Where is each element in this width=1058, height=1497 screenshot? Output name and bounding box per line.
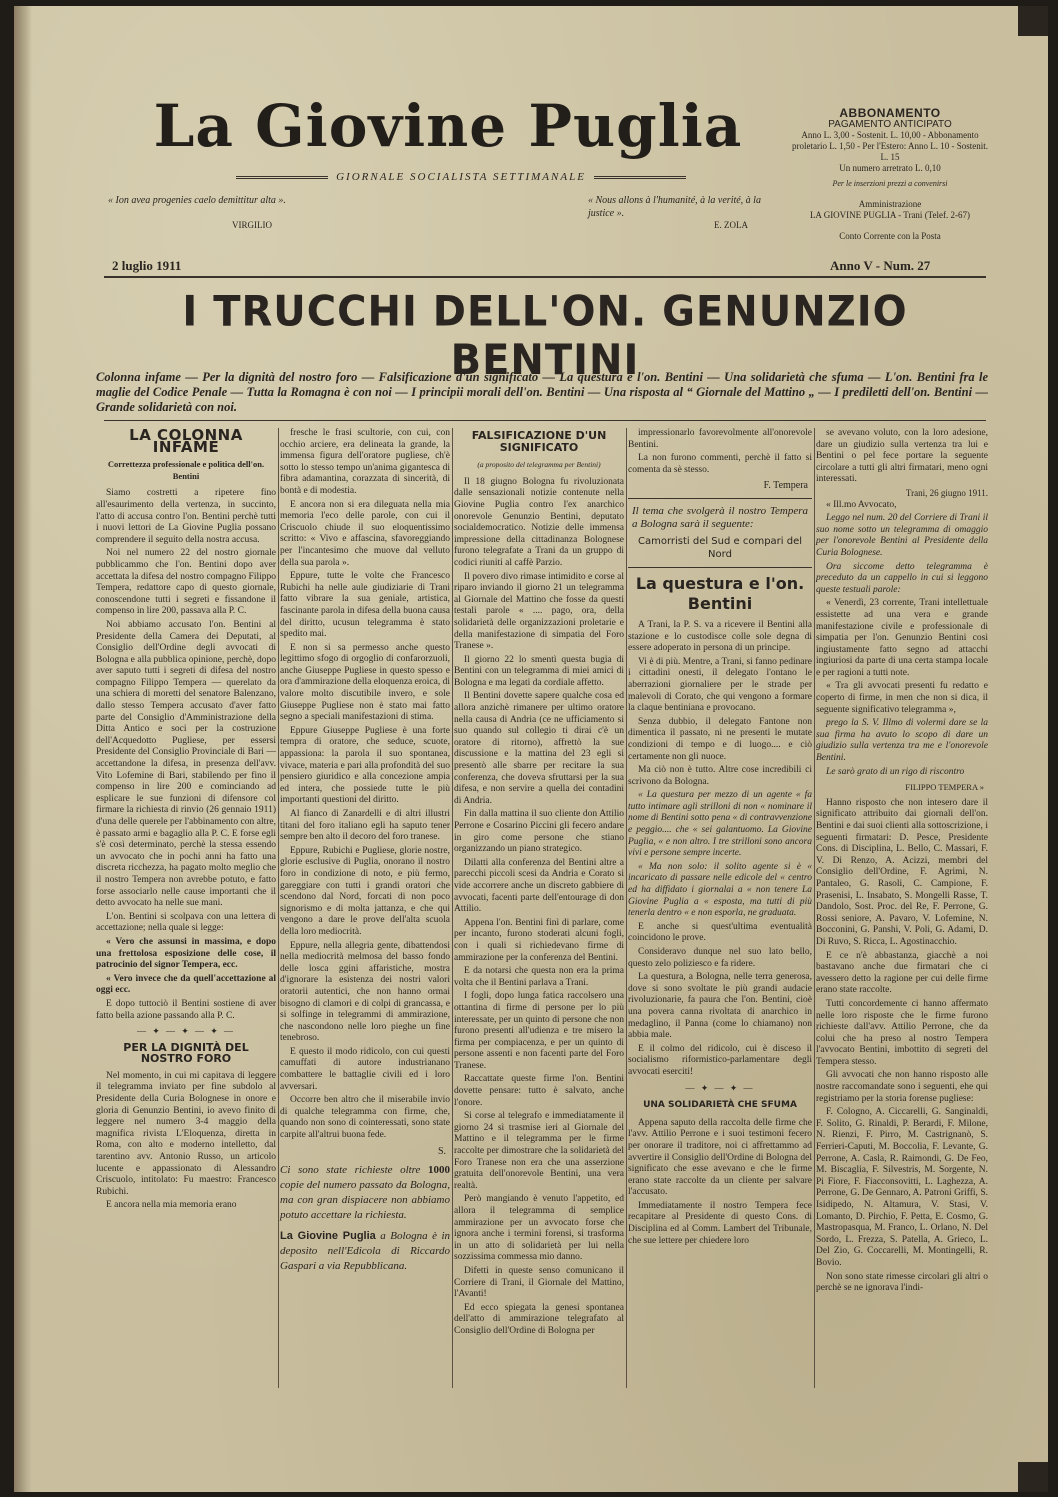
paragraph: Vi è di più. Mentre, a Trani, si fanno pedinare i cittadini onesti, il delegato l'ontano le aberrazioni giornaliere per le strade per malevoli di Corato, che qui vengono a formare la claque bentiniana e provocano. — [628, 656, 812, 714]
paragraph: « Vero invece che da quell'accettazione al oggi ecc. — [96, 973, 276, 996]
paragraph: Al fianco di Zanardelli e di altri illustri titani del foro italiano egli ha saputo tener sempre ben alto il decoro del foro tranese. — [280, 809, 450, 843]
issue-number: Anno V - Num. 27 — [830, 258, 931, 273]
paragraph: « Ill.mo Avvocato, — [826, 499, 897, 510]
paragraph: Appena l'on. Bentini finì di parlare, come per incanto, furono stoderati alcuni fogli, con i quali si richiedevano firme di ammirazione per la conferenza del Bentini. — [454, 917, 624, 963]
paragraph: prego la S. V. Illmo di volermi dare se la sua firma ha avuto lo scopo di dare un giudizio sulla vertenza tra me e l'onorevole Bentini. — [816, 718, 988, 764]
paragraph: E ancora non si era dileguata nella mia memoria l'eco delle parole, con cui il Criscuolo chiude il suo eloquentissimo scritto: « Vivo e affascina, sfavoreggiando per l'incantesimo che muove dal velluto della sua parola ». — [280, 499, 450, 568]
paragraph: Noi nel numero 22 del nostro giornale pubblicammo che l'on. Bentini dopo aver accettata la difesa del nostro compagno Filippo Tempera, redattore capo di questo giornale, conoscendone tutti i segreti e fissandone il compenso in lire 200, passava alla P. C. — [96, 548, 276, 617]
paragraph: E non si sa permesso anche questo legittimo sfogo di orgoglio di confarorzuoli, anche Giuseppe Pugliese in questo spesso e ora d'ammirazione della eloquenza eroica, di valore molto discutibile invero, e sole Giuseppe Pugliese non è stato mai fatto segno a speciali manifestazioni di stima. — [280, 642, 450, 723]
lecture-text: Il tema che svolgerà il nostro Tempera a Bologna sarà il seguente: — [632, 504, 808, 530]
paragraph: Difetti in queste senso comunicano il Corriere di Trani, il Giornale del Mattino, l'Avanti! — [454, 1265, 624, 1300]
column-2 — [280, 428, 450, 1280]
paragraph: Però mangiando è venuto l'appetito, ed allora il telegramma di semplice ammirazione per un avvocato forse che ignora anche i termini forensi, si trasforma in un atto di solidarietà per lui nella sozzissima commessa mio danno. — [454, 1194, 624, 1263]
paragraph: E anche si quest'ultima eventualità coincidono le prove. — [628, 921, 812, 944]
divider: — ✦ — ✦ — ✦ — — [136, 1026, 236, 1037]
headline: I TRUCCHI DELL'ON. GENUNZIO BENTINI — [182, 287, 908, 385]
paragraph: E il colmo del ridicolo, cui è disceso il socialismo riformistico-parlamentare degli avvocati eserciti! — [628, 1043, 812, 1077]
paragraph: La non furono commenti, perchè il fatto si comenta da sè stesso. — [628, 453, 812, 475]
paragraph: Eppure Giuseppe Pugliese è una forte tempra di oratore, che seduce, scuote, appassiona: la parola il suo spontanea, vivace, materia e pari alla profondità del suo pensiero giuridico e alla concezione ampia ed intera, che possiede tutte le più importanti questioni del diritto. — [280, 725, 450, 806]
paragraph: Occorre ben altro che il miserabile invio di qualche telegramma con firme, che, quando non sono di cointeressati, sono state carpite all'altrui buona fede. — [280, 1095, 450, 1141]
column-separator — [626, 428, 627, 1388]
paragraph: F. Cologno, A. Ciccarelli, G. Sanginaldi, F. Solito, G. Rinaldi, P. Berardi, F. Milone, N. Rienzi, F. Pirro, M. Castrignanò, S. Ferrieri-Caputi, M. Boccolia, F. Levante, G. Perrone, A. Casla, R. Raimondi, G. De Feo, M. Biscaglia, F. Silvestris, M. Sorgente, N. Pi Fiore, F. Fiacconsovitti, L. Laghezza, A. Perrone, G. De Gennaro, A. Patroni Griffi, S. Isidipedo, N. Altamura, V. Stasi, V. Lomanto, D. Pirchio, F. Petta, E. Cosmo, G. Mastropasqua, M. Franco, L. Orlano, N. Del Sordo, L. Frezza, S. Patella, A. Grieco, L. Del Zio, G. Coccarelli, M. Montingelli, R. Bovio. — [816, 1107, 988, 1268]
paragraph: Consideravo dunque nel suo lato bello, questo zelo poliziesco e fa ridere. — [628, 947, 812, 969]
notice-text: copie del numero passato da Bologna, ma con gran dispiacere non abbiamo potuto accettare la richiesta. — [280, 1179, 450, 1222]
letter-date: Trani, 26 giugno 1911. — [905, 487, 988, 498]
paragraph: A Trani, la P. S. va a ricevere il Bentini alla stazione e lo custodisce colle sole degna di essere adoperato in persona di un principe. — [628, 619, 812, 654]
column-3 — [454, 428, 624, 1340]
notice-copies — [280, 1163, 450, 1223]
paragraph: Il giorno 22 lo smentì questa bugia di Bentini con un telegramma di miei amici di Bologna e ma legati da cordiale affetto. — [454, 654, 624, 688]
notice-brand: La Giovine Puglia — [280, 1230, 376, 1243]
paragraph: Fin dalla mattina il suo cliente don Attilio Perrone e Cosarino Piccini gli fecero andare in giro come persone che stiano organizzando un piano strategico. — [454, 809, 624, 855]
paragraph: impressionarlo favorevolmente all'onorevole Bentini. — [628, 428, 812, 450]
masthead-title: La Giovine Puglia — [153, 92, 743, 160]
paragraph: Ora siccome detto telegramma è preceduto da un cappello in cui si leggono queste testuali parole: — [816, 561, 988, 595]
paragraph: Raccattate queste firme l'on. Bentini dovette pensare: tutto è salvato, anche l'onore. — [454, 1074, 624, 1108]
subscription-ads: Per le inserzioni prezzi a convenirsi — [832, 179, 948, 188]
page-fold — [14, 6, 32, 1492]
paragraph: Il 18 giugno Bologna fu rivoluzionata dalle sensazionali notizie contenute nella Giovine Puglia contro l'ex anarchico onorevole Genunzio Bentini, deputato socialdemocratico. Notizie delle immensa impressione della cittadinanza Bolognese furono telegrafate a Trani da un gruppo di codici riuniti al caffè Parzio. — [454, 476, 624, 568]
quote-left-author: VIRGILIO — [232, 220, 272, 230]
issue-date: 2 luglio 1911 — [112, 258, 182, 273]
paragraph: E questo il modo ridicolo, con cui questi camuffati di autore industrianano combattere le battaglie civili ed i loro avversari. — [280, 1046, 450, 1092]
notice-text: Ci sono state richieste oltre — [280, 1164, 421, 1177]
paragraph: Le sarò grato di un rigo di riscontro — [826, 766, 965, 777]
paragraph: Il Bentini dovette sapere qualche cosa ed allora anzichè rimanere per ultimo oratore nella causa di Andria (ce ne ufficiamento si suo quando sul collegio ti dirai c'è un oratore di ritorno), affrettò la sue discussione e la mattina del 23 egli si presentò alle sbarre per recitare la sua conferenza, che doveva sfruttarsi per la sua difesa, e non servire a quella dei contadini di Andria. — [454, 691, 624, 806]
article-deck: Correttezza professionale e politica dell'on. Bentini — [107, 459, 265, 481]
postal-account: Conto Corrente con la Posta — [839, 231, 941, 241]
paragraph: E da notarsi che questa non era la prima volta che il Bentini parlava a Trani. — [454, 966, 624, 988]
masthead-subtitle — [236, 170, 686, 184]
paragraph: Hanno risposto che non intesero dare il significato attribuito dai giornali dell'on. Bentini e dai suoi clienti alla sottoscrizione, i seguenti firmatari: D. Pesce, Presidente Cons. di Disciplina, L. Bello, C. Massari, F. V. Di Renzo, A. Acizzi, membri del Consiglio dell'Ordine, F. Agrimi, N. Pantaleo, G. Rasoli, C. Campione, F. Prasenisi, L. Insabato, S. Mongelli Rasse, T. Dandolo, Sost. Proc. del Re, F. Perrone, G. Rossi seniore, A. Pavaro, V. Lofemine, N. Bocconini, G. Panshi, V. Poli, G. Adami, D. Di Ruvo, S. Ricca, L. Agostinacchio. — [816, 797, 988, 947]
article-title: La questura e l'on. Bentini — [635, 573, 805, 613]
paragraph: Eppure, nella allegria gente, dibattendosi nella mediocrità melmosa del basso fondo delle losca ggini affaristiche, mostra d'ignorare la esistenza dei nostri valori oratorii autentici, che non hanno ormai bisogno di clamori e di colpi di grancassa, e si solfinge in telegrammi di ammirazione, che nascondono nelle loro pieghe un fine tenebroso. — [280, 940, 450, 1044]
admin-address: LA GIOVINE PUGLIA - Trani (Telef. 2-67) — [809, 210, 971, 220]
lecture-title: Camorristi del Sud e compari del Nord — [637, 535, 803, 560]
paragraph: L'on. Bentini si scolpava con una lettera di accettazione; nella quale si legge: — [96, 911, 276, 934]
column-1 — [96, 428, 276, 1214]
article-title: LA COLONNA INFAME — [129, 426, 243, 456]
paragraph: Noi abbiamo accusato l'on. Bentini al Presidente della Camera dei Deputati, al Consiglio dell'Ordine degli avvocati di Bologna e alla pubblica opinione, perchè, dopo aver saputo tutti i segreti di difesa del nostro compagno Filippo Tempera — querelato da una schiera di moretti del senatore Balenzano, dallo stesso Tempera accusato d'aver fatto parte del Consiglio d'Amministrazione della Ditta Antico e soci per la costruzione dell'Acquedotto Pugliese, per essersi Presidente del Consiglio Provinciale di Bari — accettandone la difesa, in presenza dell'avv. Vito Lofemine di Bari, stabilendo per fino il compenso in lire 200 e cominciando ad esplicare le sue funzioni di difensore col firmare la richiesta di rinvio (26 gennaio 1911) d'una delle querele per l'abbinamento con altre, è passato armi e bagaglio alla P. C. E forse egli s'è così determinato, perchè la stessa essendo un avvocato che in pochi anni ha fatto una discreta ricchezza, ha pagato molto meglio che il nostro Tempera non avrebbe potuto, e fatto forse associarlo nelle cause importanti che il detto avvocato ha nelle sue mani. — [96, 619, 276, 909]
column-separator — [278, 428, 279, 1388]
article-title: PER LA DIGNITÀ DEL NOSTRO FORO — [123, 1040, 249, 1066]
paragraph: « La questura per mezzo di un agente « fa tutto intimare agli strilloni di non « nominare il nome di Bentini sotto pena « di contravvenzione e peggio.... che « sei galantuomo. La Giovine Puglia, « e non altro. I tre strilloni sono ancora vivi e persone sempre incerte. — [628, 790, 812, 859]
notice-deposit — [280, 1229, 450, 1274]
paragraph: « Tra gli avvocati presenti fu redatto e coperto di firme, in men che non si dica, il seguente significativo telegramma », — [816, 681, 988, 715]
admin-label: Amministrazione — [858, 199, 922, 209]
column-separator — [814, 428, 815, 1388]
paragraph: Non sono state rimesse circolari gli altri o perchè se ne ignorava l'indi- — [816, 1271, 988, 1294]
paragraph: Ed ecco spiegata la genesi spontanea dell'atto di ammirazione telegrafato al Consiglio dell'Ordine di Bologna per — [454, 1302, 624, 1336]
article-deck: (a proposito del telegramma per Bentini) — [477, 460, 601, 470]
paragraph: Leggo nel num. 20 del Corriere di Trani il suo nome sotto un telegramma di omaggio per l'onorevole Bentini al Presidente della Curia Bolognese. — [816, 513, 988, 558]
paragraph: Tutti concordemente ci hanno affermato nelle loro risposte che le firme furono richieste dall'avv. Attilio Perrone, che da colui che ha preso al nostro Tempera l'avvocato Bentini, imbottito di segreti del Tempera stesso. — [816, 998, 988, 1067]
top-rule — [104, 276, 986, 278]
paragraph: « Venerdì, 23 corrente, Trani intellettuale essistette ad una vera e grande manifestazione civile e professionale di simpatia per l'on. Genunzio Bentini così ingiustamente fatto segno ad attacchi ingiuriosi da parte di una certa stampa locale e per ragioni a tutti note. — [816, 598, 988, 678]
paragraph: Gli avvocati che non hanno risposto alle nostre raccomandate sono i seguenti, ehe qui registriamo per la storia forense pugliese: — [816, 1070, 988, 1104]
subscription-rates: Anno L. 3,00 - Sostenit. L. 10,00 - Abbonamento proletario L. 1,50 - Per l'Estero: Anno L. 10 - Sostenit. L. 15 — [791, 130, 989, 162]
notice-text: a Bologna è in deposito nell'Edicola di Riccardo Gaspari a via Repubblicana. — [280, 1230, 451, 1273]
subscription-single: Un numero arretrato L. 0,10 — [839, 163, 941, 173]
signature: S. — [437, 1145, 446, 1157]
paragraph: Immediatamente il nostro Tempera fece recapitare al Presidente di questo Cons. di Disciplina ed al Comm. Lambert del Tribunale, che sue lettere per chiedere loro — [628, 1200, 812, 1246]
page-corner-bottom — [1018, 1462, 1048, 1492]
paragraph: Eppure, Rubichi e Pugliese, glorie nostre, glorie esclusive di Puglia, onorano il nostro foro in condizione di noto, e più fermo, gareggiare con tutti i grandi oratori che scendono dal Nord, forcati di non poco signorismo e di molta jattanza, e che qui vengono a dare le prove dell'alta scuola della loro mediocrità. — [280, 845, 450, 937]
signature: FILIPPO TEMPERA » — [905, 782, 984, 793]
paragraph: Si corse al telegrafo e immediatamente il giorno 24 sì trasmise ieri al Giornale del Mattino e il telegramma per le firme raccolte per dimostrare che la solidarietà del Foro Tranese non era che una asserzione gratuita dell'onorevole Bentini, una vera realtà. — [454, 1111, 624, 1191]
paragraph: Dilatti alla conferenza del Bentini altre a parecchi piccoli scesi da Andria e Corato si vide accorrere anche un discreto gabbiere di avvocati, facenti parte dell'entourage di don Attilio. — [454, 857, 624, 915]
divider: — ✦ — ✦ — — [685, 1082, 755, 1093]
subscription-subtitle: PAGAMENTO ANTICIPATO — [828, 119, 952, 130]
paragraph: Nel momento, in cui mi capitava di leggere il telegramma inviato per fine subdolo al Presidente della Curia Bolognese in onore e gloria di Genunzio Bentini, io avevo finito di leggere nel numero 3-4 maggio della magnifica rivista L'Eloquenza, diretta in Roma, con alto e moderno intelletto, dal tarentino avv. Antonio Russo, un articolo lucente e appassionato di Alessandro Criscuolo, intitolato: Fu maestro: Francesco Rubichi. — [96, 1070, 276, 1197]
quote-left: « Ion avea progenies caelo demittitur alta ». — [108, 195, 286, 206]
paragraph: Appena saputo della raccolta delle firme che l'avv. Attilio Perrone e i suoi testimoni fecero per onorare il traditore, noi ci affrettammo ad avvertire il Consiglio dell'Ordine di Bologna del significato che esse avevano e che le firme erano state raccolte da un cliente per salvare l'accusato. — [628, 1117, 812, 1198]
paragraph: E ce n'è abbastanza, giacchè a noi bastavano anche due firmatari che ci avessero detto la ragione per cui delle firme erano state raccolte. — [816, 950, 988, 996]
paragraph: « Ma non solo: il solito agente si è « incaricato di passare nelle edicole del « centro ed ha diffidato i giornalai a « non tenere La Giovine Puglia a « esposta, ma tutti di più tenerla dentro « e non esporla, ne graduata. — [628, 861, 812, 919]
mid-rule — [104, 420, 986, 421]
paragraph: Siamo costretti a ripetere fino all'esaurimento della vertenza, in succinto, l'atto di accusa contro l'on. Bentini perchè tutti i nuovi lettori de La Giovine Puglia possano comprendere il seguito della nostra accusa. — [96, 488, 276, 545]
lecture-box — [628, 498, 812, 568]
paragraph: Eppure, tutte le volte che Francesco Rubichi ha nelle aule giudiziarie di Trani fatto vibrare la sua geniale, artistica, fascinante parola in difesa della buona causa del diritto, ucusun telegramma è stato spedito mai. — [280, 571, 450, 640]
page-corner — [1018, 6, 1048, 36]
subscription-title: ABBONAMENTO — [839, 106, 941, 120]
paragraph: se avevano voluto, con la loro adesione, dare un giudizio sulla vertenza tra lui e Bentini o pel fece portare la seguente circolare a tutti gli altri firmatari, meno ogni interessati. — [816, 428, 988, 485]
subscription-box — [790, 108, 990, 242]
paragraph: fresche le frasi scultorie, con cui, con occhio arciere, era delineata la grande, la immensa figura dell'oratore pugliese, ch'è sotto lo stesso tempo un'anima gigantesca di fibra adamantina, corazzata di sincerità, di bontà e di modestia. — [280, 428, 450, 496]
paragraph: La questura, a Bologna, nelle terra generosa, dove si sono svoltate le più grandi audacie rivoluzionarie, fa paura che l'on. Bentini, cioè una povera canna rivoltata di anarchico in medaglino, il Panna (come lo chiamano) non abbia male. — [628, 972, 812, 1041]
column-separator — [452, 428, 453, 1388]
subtitle-text: GIORNALE SOCIALISTA SETTIMANALE — [336, 171, 586, 183]
column-5 — [816, 428, 988, 1297]
quote-right-author: E. ZOLA — [714, 220, 748, 230]
notice-number: 1000 — [428, 1164, 450, 1177]
article-title: FALSIFICAZIONE D'UN SIGNIFICATO — [471, 429, 607, 454]
paragraph: E ancora nella mia memoria erano — [106, 1200, 237, 1211]
paragraph: I fogli, dopo lunga fatica raccolsero una ottantina di firme di persone per lo più interessate, per un quinto di persone che non furono presenti all'udienza e tre misero la firma per compiacenza, e per un quinto di persone assenti e non facenti parte del Foro Tranese. — [454, 991, 624, 1071]
quote-right: « Nous allons à l'humanité, à la verité, à la justice ». — [588, 195, 761, 219]
paragraph: E dopo tuttociò il Bentini sostiene di aver fatto bella azione passando alla P. C. — [96, 998, 276, 1021]
paragraph: « Vero che assunsi in massima, e dopo una frettolosa esposizione delle cose, il patrocinio del signor Tempera, ecc. — [96, 936, 276, 971]
paragraph: Senza dubbio, il delegato Fantone non dimentica il passato, ni ne presenti le mutate condizioni di tempo e di luogo.... e ciò certamente non gli nuoce. — [628, 716, 812, 762]
summary: Colonna infame — Per la dignità del nostro foro — Falsificazione d'un significato — La questura e l'on. Bentini — Una solidarietà che sfuma — L'on. Bentini fra le maglie del Codice Penale — Tutta la Romagna è con noi — I principii morali dell'on. Bentini — Una risposta al “ Giornale del Mattino „ — I prediletti dell'on. Bentini — Grande solidarietà con noi. — [96, 370, 988, 414]
article-title: UNA SOLIDARIETÀ CHE SFUMA — [643, 1100, 797, 1111]
signature: F. Tempera — [763, 480, 808, 492]
paragraph: Ma ciò non è tutto. Altre cose incredibili ci scrivono da Bologna. — [628, 765, 812, 787]
column-4 — [628, 428, 812, 1249]
paragraph: Il povero divo rimase intimidito e corse al riparo inviando il giorno 21 un telegramma al Giornale del Mattino che fosse da questi testali parole « .... pago, ora, della solidarietà delle organizzazioni proletarie e della manifestazione di simpatia del Foro Tranese ». — [454, 571, 624, 652]
